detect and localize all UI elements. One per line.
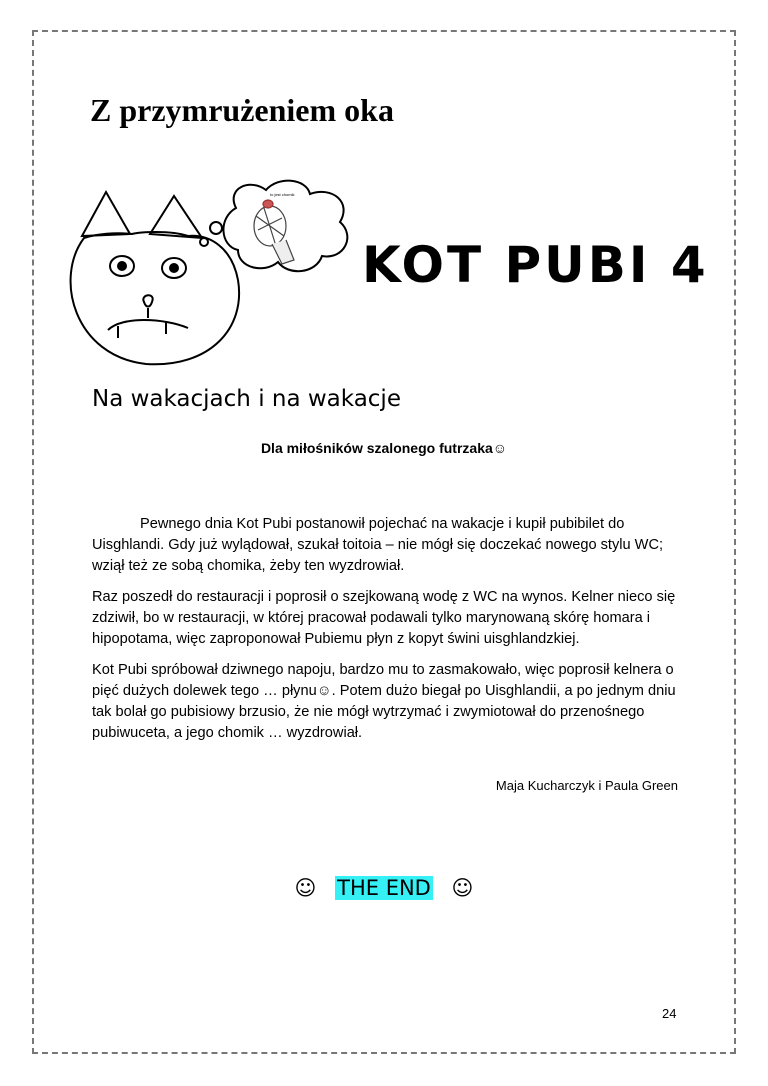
main-title: KOT PUBI 4 (362, 236, 709, 294)
smiley-icon: ☺ (451, 876, 474, 900)
story-paragraph: Kot Pubi spróbował dziwnego napoju, bardzo mu to zasmakowało, więc poprosił kelnera o pięć dużych dolewek tego … płynu☺. Potem dużo biegał po Uisghlandii, a po jednym dniu tak bolał go pubisiowy brzusio, że nie mógł wytrzymać i zwymiotował do przenośnego pubiwuceta, a jego chomik … wyzdrowiał. (92, 662, 676, 741)
cat-illustration (60, 178, 360, 378)
story-body (92, 514, 692, 754)
cat-head (71, 192, 240, 364)
dedication: Dla miłośników szalonego futrzaka☺ (260, 440, 508, 456)
page-number: 24 (662, 1006, 677, 1021)
the-end-text: THE END (337, 876, 431, 900)
section-title: Z przymrużeniem oka (90, 92, 394, 128)
the-end-line (0, 876, 768, 900)
authors: Maja Kucharczyk i Paula Green (495, 778, 678, 793)
smiley-icon: ☺ (294, 876, 317, 900)
story-paragraph: Raz poszedł do restauracji i poprosił o szejkowaną wodę z WC na wynos. Kelner nieco się zdziwił, bo w restauracji, w której pracował podawali tylko marynowaną skórę homara i hipopotama, więc zaproponował Pubiemu płyn z kopyt świni uisghlandzkiej. (92, 589, 676, 647)
story-paragraph: Pewnego dnia Kot Pubi postanowił pojechać na wakacje i kupił pubibilet do Uisghlandi. Gdy już wylądował, szukał toitoia – nie mógł się doczekać nowego stylu WC; wziął też ze sobą chomika, żeby ten wyzdrowiał. (92, 516, 664, 574)
thought-caption: to jest chomik (270, 192, 295, 197)
cat-left-ear (82, 192, 130, 236)
subtitle: Na wakacjach i na wakacje (92, 386, 401, 412)
